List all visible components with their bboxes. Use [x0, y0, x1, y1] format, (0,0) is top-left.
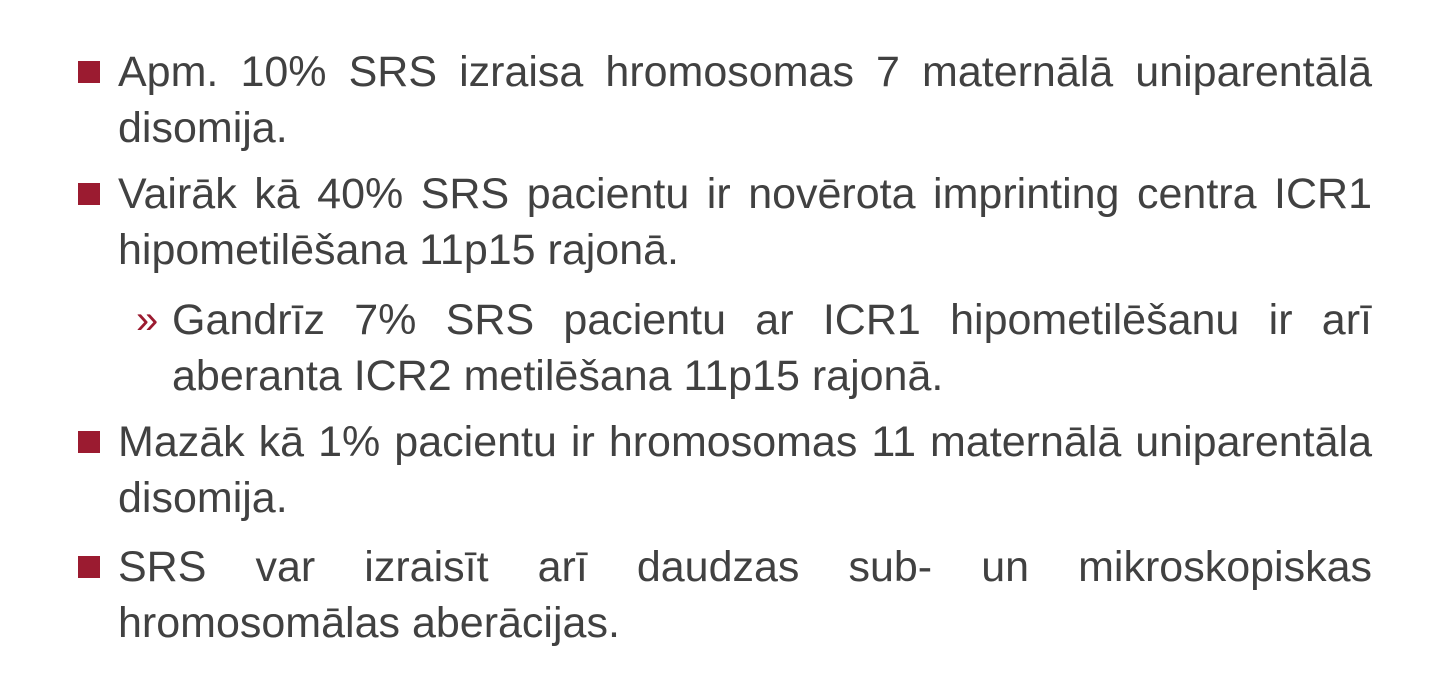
bullet-text-2: Vairāk kā 40% SRS pacientu ir novērota imprinting centra ICR1 hipometilēšana 11p15 rajonā. [118, 170, 1372, 274]
bullet-square-icon [78, 183, 100, 205]
bullet-square-icon [78, 431, 100, 453]
bullet-square-icon [78, 61, 100, 83]
sub-bullet-text-1: Gandrīz 7% SRS pacientu ar ICR1 hipometilēšanu ir arī aberanta ICR2 metilēšana 11p15 rajonā. [172, 296, 1372, 400]
sub-bullet-raquo-icon: » [136, 298, 159, 342]
bullet-text-1: Apm. 10% SRS izraisa hromosomas 7 maternālā uniparentālā disomija. [118, 48, 1372, 152]
bullet-text-4: SRS var izraisīt arī daudzas sub- un mikroskopiskas hromosomālas aberācijas. [118, 543, 1372, 647]
bullet-text-3: Mazāk kā 1% pacientu ir hromosomas 11 maternālā uniparentāla disomija. [118, 418, 1372, 522]
bullet-square-icon [78, 556, 100, 578]
